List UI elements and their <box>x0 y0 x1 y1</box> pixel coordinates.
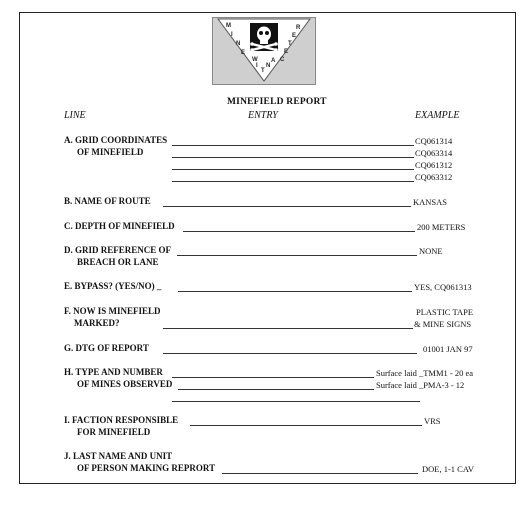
item-e-label: E. BYPASS? (YES/NO) _ <box>64 281 162 291</box>
entry-line-a-3 <box>172 169 414 170</box>
entry-line-h-3 <box>172 401 420 402</box>
item-i-label: I. FACTION RESPONSIBLE <box>64 415 179 425</box>
item-c-label: C. DEPTH OF MINEFIELD <box>64 221 175 231</box>
item-b-example: KANSAS <box>413 197 448 207</box>
logo-letter: I <box>231 32 233 38</box>
entry-line-h-1 <box>172 377 374 378</box>
entry-line-a-4 <box>172 181 414 182</box>
logo-letter: R <box>296 25 301 31</box>
entry-line-f <box>163 328 413 329</box>
column-header-line: LINE <box>64 110 86 121</box>
item-g-label: G. DTG OF REPORT <box>64 343 149 353</box>
item-f-label: F. NOW IS MINEFIELD <box>64 306 161 316</box>
entry-line-b <box>163 206 411 207</box>
item-a-example-1: CQ061314 <box>415 136 453 146</box>
entry-line-a-2 <box>172 157 414 158</box>
logo-letter: C <box>280 57 285 63</box>
item-f-example-2: & MINE SIGNS <box>414 319 472 329</box>
item-h-label: H. TYPE AND NUMBER <box>64 367 163 377</box>
entry-line-j <box>222 473 418 474</box>
item-g-example: 01001 JAN 97 <box>423 344 473 354</box>
minefield-logo-icon <box>212 17 316 85</box>
item-a-label-2: OF MINEFIELD <box>77 147 144 157</box>
item-d-label-2: BREACH OR LANE <box>77 257 159 267</box>
entry-line-c <box>183 231 415 232</box>
item-a-example-4: CQ063312 <box>415 172 453 182</box>
logo-letter: E <box>241 50 246 56</box>
item-b-label: B. NAME OF ROUTE <box>64 196 151 206</box>
item-j-label: J. LAST NAME AND UNIT <box>64 451 173 461</box>
item-a-example-2: CQ063314 <box>415 148 453 158</box>
report-title: MINEFIELD REPORT <box>227 97 327 107</box>
item-i-label-2: FOR MINEFIELD <box>77 427 151 437</box>
item-h-example-1: Surface laid _TMM1 - 20 ea <box>376 368 474 378</box>
logo-letter: N <box>236 41 241 47</box>
item-f-example-1: PLASTIC TAPE <box>416 307 474 317</box>
entry-line-i <box>190 425 422 426</box>
logo-letter: E <box>292 33 297 39</box>
item-f-label-2: MARKED? <box>74 318 120 328</box>
entry-line-a-1 <box>172 145 414 146</box>
item-j-label-2: OF PERSON MAKING REPRORT <box>77 463 216 473</box>
entry-line-e <box>178 291 412 292</box>
logo-letter: T <box>288 41 292 47</box>
logo-letter: N <box>266 63 271 69</box>
column-header-entry: ENTRY <box>248 110 278 121</box>
logo-letter: W <box>252 57 258 63</box>
logo-letter: T <box>261 68 265 74</box>
item-a-label: A. GRID COORDINATES <box>64 135 168 145</box>
entry-line-d <box>177 255 417 256</box>
logo-letter: I <box>256 63 258 69</box>
entry-line-g <box>163 353 417 354</box>
item-h-example-2: Surface laid _PMA-3 - 12 <box>376 380 465 390</box>
item-d-label: D. GRID REFERENCE OF <box>64 245 172 255</box>
item-e-example: YES, CQ061313 <box>414 282 472 292</box>
item-a-example-3: CQ061312 <box>415 160 453 170</box>
item-d-example: NONE <box>419 246 443 256</box>
logo-letter: M <box>226 23 231 29</box>
logo-letter: E <box>284 49 289 55</box>
item-i-example: VRS <box>424 416 441 426</box>
item-h-label-2: OF MINES OBSERVED <box>77 379 173 389</box>
column-header-example: EXAMPLE <box>415 110 460 121</box>
logo-letter: A <box>271 58 276 64</box>
entry-line-h-2 <box>178 389 374 390</box>
item-c-example: 200 METERS <box>417 222 466 232</box>
item-j-example: DOE, 1-1 CAV <box>422 464 475 474</box>
